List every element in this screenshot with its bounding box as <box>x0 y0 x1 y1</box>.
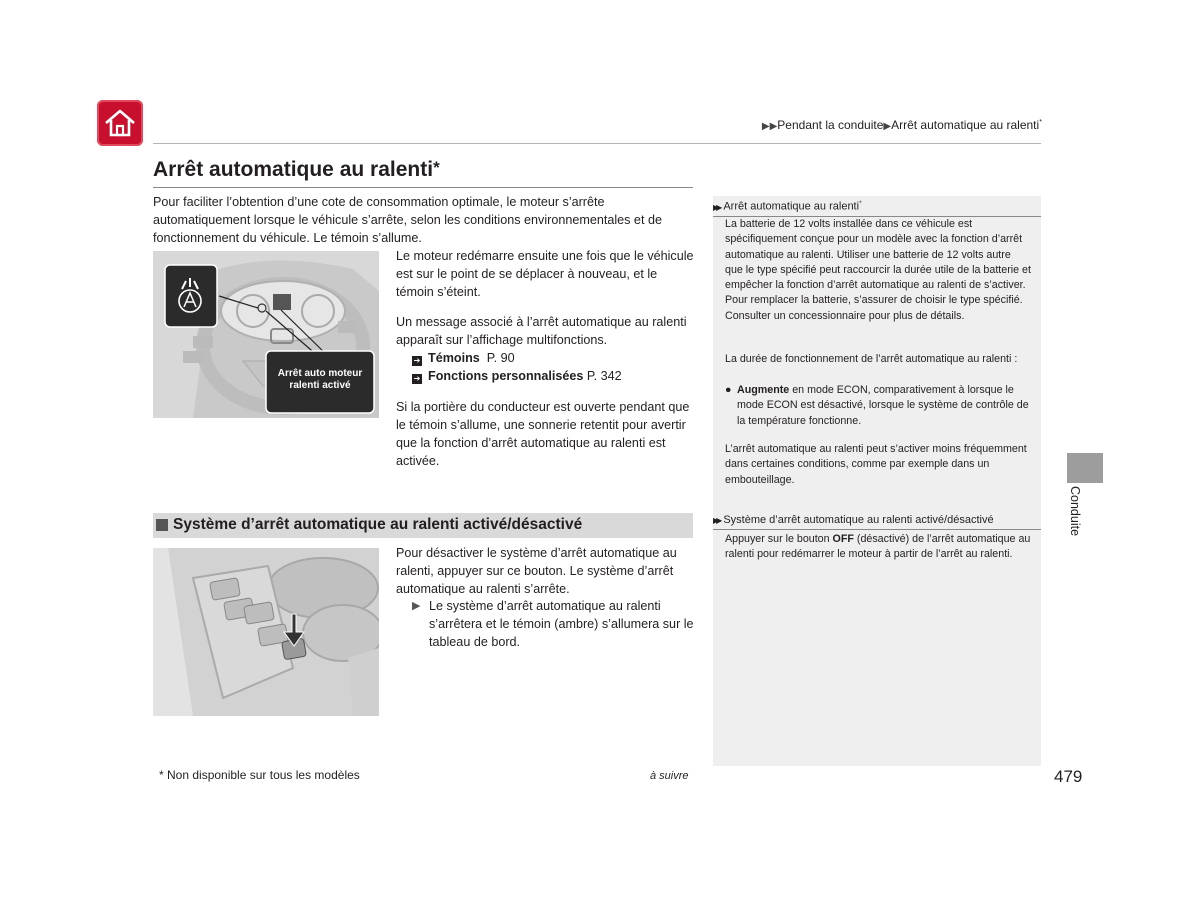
note-duration: La durée de fonctionnement de l’arrêt automatique au ralenti : <box>725 353 1018 365</box>
reference-label: Témoins <box>428 351 480 365</box>
bullet-triangle-icon: ▶ <box>412 600 421 612</box>
continue-label: à suivre <box>650 770 689 782</box>
dashboard-illustration <box>153 251 379 418</box>
note-bullet-rest: en mode ECON, comparativement à lorsque le mode ECON est désactivé, lorsque le système de contrôle de la température fonctionne. <box>737 384 1029 427</box>
breadcrumb-arrow-icon: ▶▶ <box>761 121 778 132</box>
title-divider <box>153 187 693 188</box>
note-frequency: L’arrêt automatique au ralenti peut s’activer moins fréquemment dans certaines conditions, comme par exemple dans un embouteillage. <box>725 443 1027 486</box>
page-title-asterisk: * <box>433 158 440 177</box>
note-battery: La batterie de 12 volts installée dans ce véhicule est spécifiquement conçue pour un modèle avec la fonction d’arrêt automatique au ralenti. Utiliser une batterie de 12 volts autre que le type spécifié peut raccourcir la durée utile de la batterie et empêcher la fonction d’arrêt automatique au ralenti de s’activer. Pour remplacer la batterie, s’assurer de choisir le type spécifié. Consulter un concessionnaire pour plus de détails. <box>725 218 1031 322</box>
intro-paragraph: Pour faciliter l’obtention d’une cote de consommation optimale, le moteur s’arrête automatiquement lorsque le véhicule s’arrête, selon les conditions environnementales et de fonctionnement du véhicule. Le témoin s’allume. <box>153 195 662 245</box>
result-bullet-text: Le système d’arrêt automatique au ralenti s’arrêtera et le témoin (ambre) s’allumera sur le tableau de bord. <box>429 599 694 649</box>
home-button[interactable] <box>97 100 143 146</box>
deactivate-paragraph: Pour désactiver le système d’arrêt automatique au ralenti, appuyer sur ce bouton. Le système d’arrêt automatique au ralenti s’arrête. <box>396 546 677 596</box>
reference-label: Fonctions personnalisées <box>428 369 584 383</box>
note-heading-text: Système d’arrêt automatique au ralenti activé/désactivé <box>723 514 994 526</box>
note-heading-text: Arrêt automatique au ralenti <box>723 200 860 213</box>
chapter-tab-label: Conduite <box>1068 486 1082 537</box>
note-arrow-icon: ▶▶ <box>713 516 720 525</box>
note-arrow-icon: ▶▶ <box>713 202 720 212</box>
home-icon <box>104 108 136 138</box>
reference-arrow-icon: ➔ <box>413 374 421 383</box>
reference-link-fonctions[interactable] <box>412 367 622 385</box>
note-duration-bullet-text <box>737 383 1031 429</box>
note-bullet-bold: Augmente <box>737 384 790 396</box>
page-number: 479 <box>1054 767 1083 786</box>
console-button-illustration <box>153 548 379 716</box>
breadcrumb-item-driving[interactable]: Pendant la conduite <box>777 118 884 132</box>
reference-link-temoins[interactable] <box>412 349 515 367</box>
header-divider <box>153 143 1041 144</box>
chapter-tab[interactable] <box>1067 453 1103 483</box>
section-title: Système d’arrêt automatique au ralenti activé/désactivé <box>173 516 583 533</box>
breadcrumb-separator-icon: ▶ <box>883 121 892 132</box>
footnote: * Non disponible sur tous les modèles <box>159 768 360 782</box>
note-off-button <box>725 532 1031 563</box>
illustration-message-line2: ralenti activé <box>289 380 351 391</box>
note-heading-asterisk: * <box>859 200 862 207</box>
page-title-text: Arrêt automatique au ralenti <box>153 158 434 181</box>
note-off-post: (désactivé) de l’arrêt automatique au ralenti pour redémarrer le moteur à partir de l’arrêt au ralenti. <box>725 533 1031 561</box>
message-paragraph: Un message associé à l’arrêt automatique au ralenti apparaît sur l’affichage multifonctions. <box>396 315 687 347</box>
note-off-bold: OFF <box>832 533 854 545</box>
note-heading-auto-stop <box>713 196 1041 217</box>
reference-page: P. 90 <box>486 351 515 365</box>
illustration-message <box>269 368 371 392</box>
illustration-message-line1: Arrêt auto moteur <box>277 368 363 379</box>
restart-paragraph: Le moteur redémarre ensuite une fois que le véhicule est sur le point de se déplacer à nouveau, et le témoin s’éteint. <box>396 249 694 299</box>
note-heading-system <box>713 512 1041 530</box>
reference-arrow-icon: ➔ <box>413 356 421 365</box>
note-off-pre: Appuyer sur le bouton <box>725 533 833 545</box>
bullet-dot-icon: ● <box>725 384 732 396</box>
breadcrumb <box>762 117 1042 132</box>
breadcrumb-item-current: Arrêt automatique au ralenti <box>891 118 1040 132</box>
breadcrumb-asterisk: * <box>1039 117 1042 126</box>
page-title <box>153 158 440 182</box>
reference-page: P. 342 <box>586 369 622 383</box>
door-paragraph: Si la portière du conducteur est ouverte pendant que le témoin s’allume, une sonnerie retentit pour avertir que la fonction d’arrêt automatique au ralenti est activée. <box>396 400 690 468</box>
section-square-icon <box>156 519 168 531</box>
